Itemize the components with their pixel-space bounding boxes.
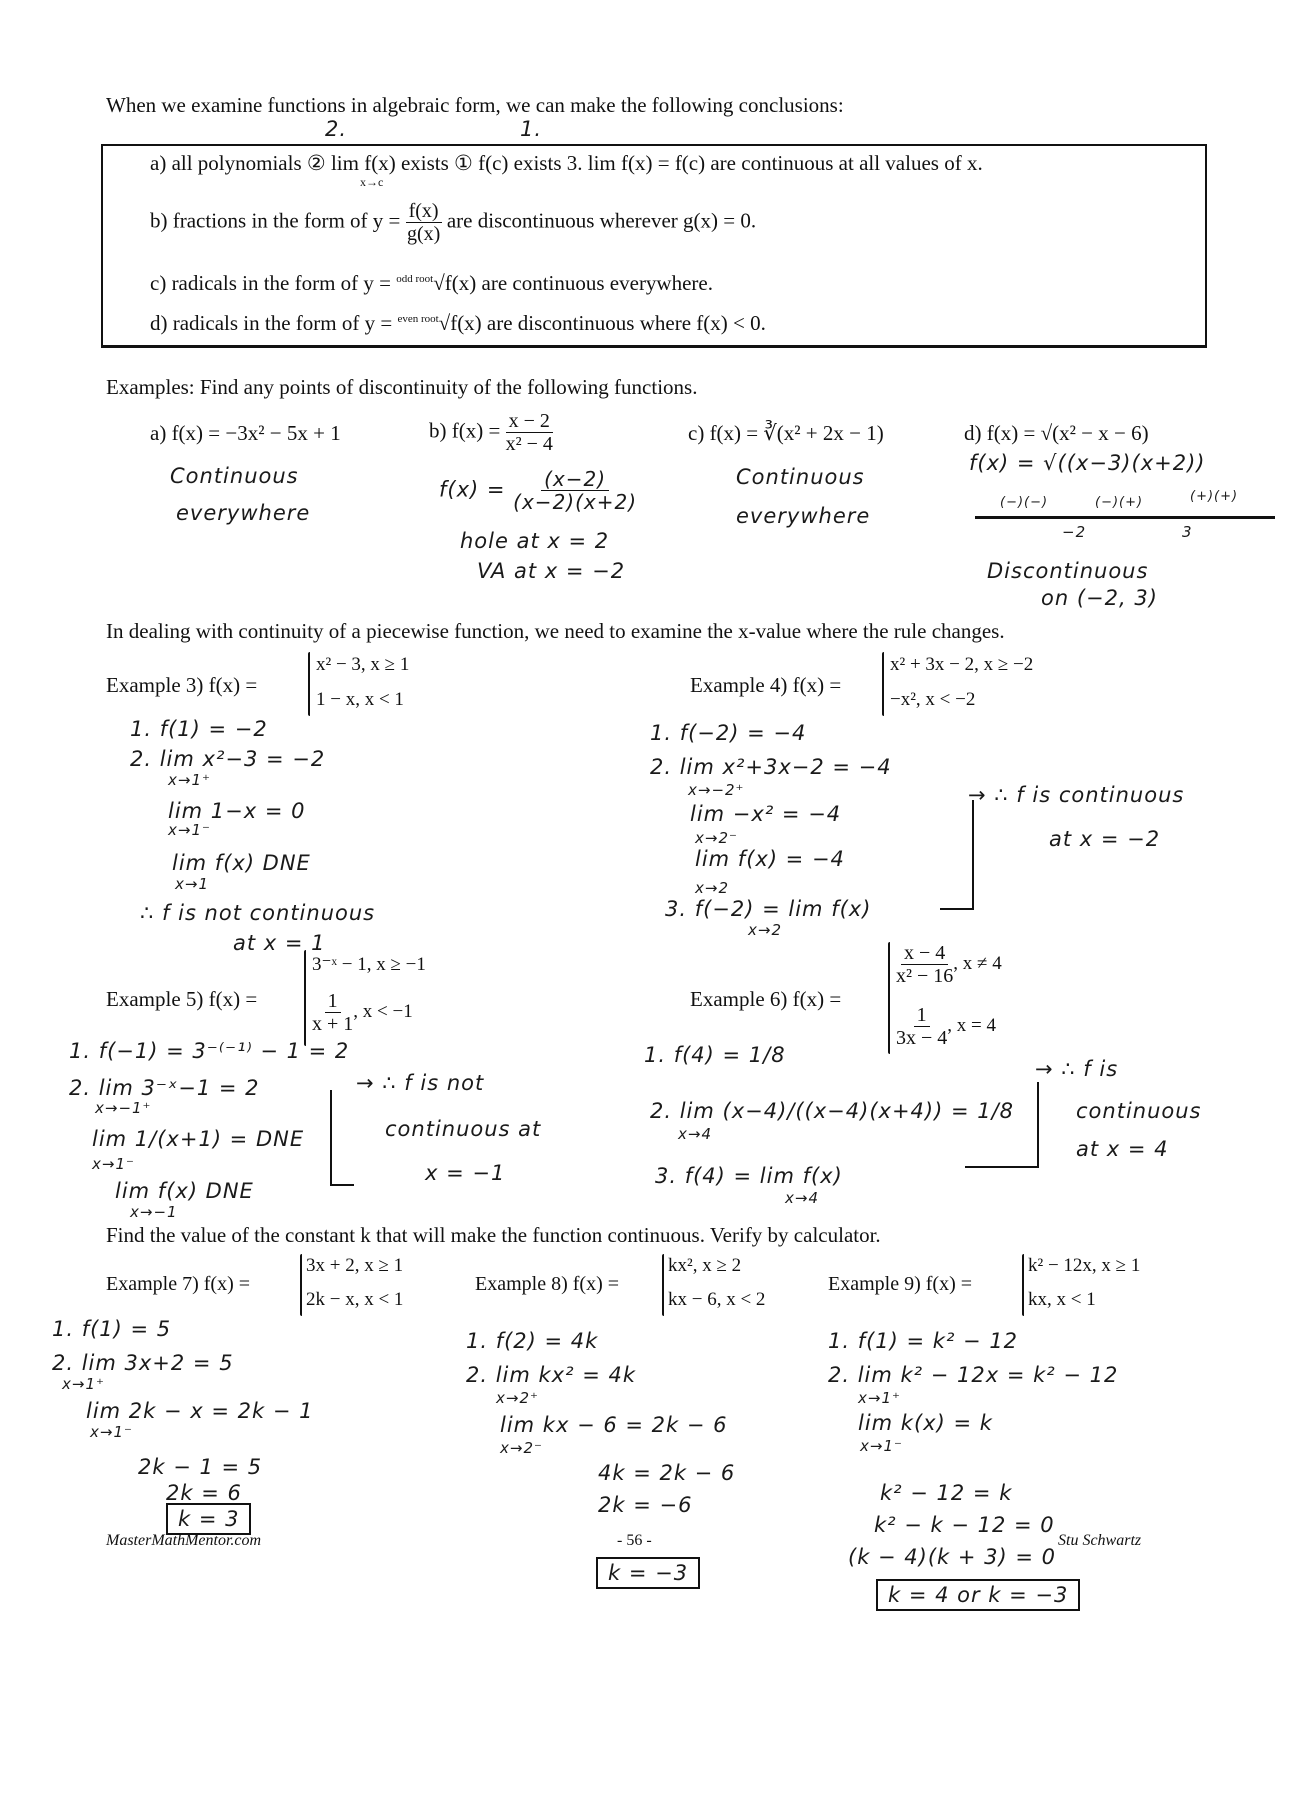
example-9-work-6: k² − 12 = k [880, 1481, 1013, 1505]
example-5-work-3: x→−1⁺ [95, 1099, 152, 1117]
example-5-work-5: x→1⁻ [92, 1155, 135, 1173]
example-4-work-9: x→2 [748, 921, 782, 939]
lhs: f(x) = [439, 477, 506, 502]
example-9-work-4: lim k(x) = k [858, 1411, 993, 1435]
example-3-work-2: 2. lim x²−3 = −2 [130, 747, 326, 771]
example-4-work-8: 3. f(−2) = lim f(x) [665, 897, 872, 921]
example-5-conclusion-1: → ∴ f is not [356, 1071, 485, 1095]
example-5-work-1: 1. f(−1) = 3⁻⁽⁻¹⁾ − 1 = 2 [69, 1039, 350, 1063]
fraction [896, 942, 953, 987]
rule-a-limit-sub: x→c [360, 175, 384, 189]
example-3-label: Example 3) f(x) = [106, 673, 258, 697]
example-5-case-2 [312, 990, 413, 1035]
example-7-case-1: 3x + 2, x ≥ 1 [306, 1255, 404, 1276]
example-d-answer-1: Discontinuous [987, 559, 1149, 583]
example-5-work-2: 2. lim 3⁻ˣ−1 = 2 [69, 1076, 260, 1100]
denominator: x² − 4 [505, 433, 553, 455]
answer-box: k = −3 [596, 1557, 700, 1589]
fraction [513, 468, 637, 513]
numerator: f(x) [406, 200, 442, 223]
example-4-work-2: 2. lim x²+3x−2 = −4 [650, 755, 892, 779]
example-7-work-7: 2k = 6 [166, 1481, 242, 1505]
example-3-conclusion-1: ∴ f is not continuous [140, 901, 376, 925]
fraction [506, 410, 553, 455]
example-4-work-6: lim f(x) = −4 [695, 847, 845, 871]
numerator: 1 [914, 1004, 930, 1027]
example-5-conclusion-3: x = −1 [425, 1161, 506, 1185]
example-9-work-8: (k − 4)(k + 3) = 0 [848, 1545, 1057, 1569]
example-b-va: VA at x = −2 [477, 559, 626, 583]
example-8-work-3: x→2⁺ [496, 1389, 539, 1407]
hand-number-1: 1. [520, 117, 543, 141]
example-6-brace [888, 942, 890, 1054]
numerator: (x−2) [541, 468, 609, 491]
rule-b-pre: b) fractions in the form of y = [150, 208, 401, 233]
example-3-work-7: x→1 [175, 875, 209, 893]
example-7-work-2: 2. lim 3x+2 = 5 [52, 1351, 234, 1375]
fraction [312, 990, 353, 1035]
fraction [896, 1004, 947, 1049]
example-c-answer-1: Continuous [736, 465, 865, 489]
example-c-function: c) f(x) = ∛(x² + 2x − 1) [688, 421, 884, 445]
rule-b [150, 200, 756, 245]
example-6-case-1 [896, 942, 1002, 987]
answer-box: k = 4 or k = −3 [876, 1579, 1080, 1611]
example-5-work-4: lim 1/(x+1) = DNE [92, 1127, 305, 1151]
example-4-brace [882, 652, 884, 716]
example-9-work-2: 2. lim k² − 12x = k² − 12 [828, 1363, 1119, 1387]
numerator: x − 2 [506, 410, 553, 433]
footer-author: Stu Schwartz [1058, 1532, 1142, 1549]
example-8-work-6: 4k = 2k − 6 [598, 1461, 736, 1485]
condition: , x ≠ 4 [953, 952, 1002, 974]
example-3-brace [308, 652, 310, 716]
example-4-label: Example 4) f(x) = [690, 673, 842, 697]
example-8-work-4: lim kx − 6 = 2k − 6 [500, 1413, 728, 1437]
example-3-work-5: x→1⁻ [168, 821, 211, 839]
example-6-work-2: 2. lim (x−4)/((x−4)(x+4)) = 1/8 [650, 1099, 1015, 1123]
example-7-label: Example 7) f(x) = [106, 1273, 251, 1295]
denominator: g(x) [406, 223, 441, 245]
rule-b-fraction [406, 200, 442, 245]
example-8-work-5: x→2⁻ [500, 1439, 543, 1457]
rule-d-pre: d) radicals in the form of y = [150, 311, 393, 335]
rule-d [150, 312, 766, 335]
example-b-function [429, 410, 553, 455]
example-4-work-7: x→2 [695, 879, 729, 897]
example-6-work-3: x→4 [678, 1125, 712, 1143]
example-b-factored [439, 468, 637, 513]
examples-header: Examples: Find any points of discontinuity of the following functions. [106, 375, 698, 399]
example-3-conclusion-2: at x = 1 [233, 931, 326, 955]
piecewise-header: In dealing with continuity of a piecewise function, we need to examine the x-value where the rule changes. [106, 619, 1005, 643]
example-7-work-6: 2k − 1 = 5 [138, 1455, 263, 1479]
rule-a: a) all polynomials ② lim f(x) exists ① f(c) exists 3. lim f(x) = f(c) are continuous at all values of x. [150, 151, 983, 175]
sign-2: (−)(+) [1095, 495, 1144, 510]
example-a-function: a) f(x) = −3x² − 5x + 1 [150, 421, 341, 445]
example-6-label: Example 6) f(x) = [690, 987, 842, 1011]
example-8-work-1: 1. f(2) = 4k [466, 1329, 599, 1353]
example-8-answer [596, 1562, 700, 1585]
example-3-work-4: lim 1−x = 0 [168, 799, 306, 823]
example-3-case-2: 1 − x, x < 1 [316, 689, 404, 710]
example-5-label: Example 5) f(x) = [106, 987, 258, 1011]
intro-text: When we examine functions in algebraic form, we can make the following conclusions: [106, 93, 844, 117]
example-5-case-1: 3⁻ˣ − 1, x ≥ −1 [312, 954, 426, 975]
example-d-answer-2: on (−2, 3) [1041, 586, 1158, 610]
rule-d-root-index: even root [397, 313, 439, 325]
example-6-conclusion-2: continuous [1076, 1099, 1202, 1123]
example-5-conclusion-2: continuous at [385, 1117, 542, 1141]
example-6-work-1: 1. f(4) = 1/8 [644, 1043, 786, 1067]
example-9-work-5: x→1⁻ [860, 1437, 903, 1455]
sign-3: (+)(+) [1190, 489, 1239, 504]
example-9-work-7: k² − k − 12 = 0 [874, 1513, 1055, 1537]
example-7-work-3: x→1⁺ [62, 1375, 105, 1393]
example-8-brace [662, 1254, 664, 1316]
example-6-work-5: x→4 [785, 1189, 819, 1207]
example-8-case-1: kx², x ≥ 2 [668, 1255, 742, 1276]
example-3-work-3: x→1⁺ [168, 771, 211, 789]
tick-label--2: −2 [1062, 523, 1087, 541]
example-6-work-4: 3. f(4) = lim f(x) [655, 1164, 843, 1188]
example-7-answer [166, 1508, 251, 1531]
example-3-work-1: 1. f(1) = −2 [130, 717, 268, 741]
example-6-case-2 [896, 1004, 996, 1049]
example-4-case-1: x² + 3x − 2, x ≥ −2 [890, 654, 1034, 675]
example-9-work-3: x→1⁺ [858, 1389, 901, 1407]
example-4-work-3: x→−2⁺ [688, 781, 745, 799]
constant-header: Find the value of the constant k that will make the function continuous. Verify by calculator. [106, 1223, 881, 1247]
example-9-case-2: kx, x < 1 [1028, 1289, 1096, 1310]
example-5-bracket [330, 1090, 354, 1186]
denominator: (x−2)(x+2) [513, 490, 638, 514]
denominator: 3x − 4 [896, 1027, 948, 1049]
label: b) f(x) = [429, 418, 501, 443]
example-6-bracket [965, 1082, 1039, 1168]
rule-c [150, 272, 713, 295]
example-7-work-5: x→1⁻ [90, 1423, 133, 1441]
example-9-answer [876, 1584, 1080, 1607]
example-c-answer-2: everywhere [736, 504, 871, 528]
example-4-conclusion-1: → ∴ f is continuous [968, 783, 1185, 807]
number-line [975, 516, 1275, 519]
example-6-conclusion-3: at x = 4 [1076, 1137, 1169, 1161]
example-5-work-6: lim f(x) DNE [115, 1179, 254, 1203]
answer-box: k = 3 [166, 1503, 251, 1535]
example-7-work-1: 1. f(1) = 5 [52, 1317, 172, 1341]
example-9-work-1: 1. f(1) = k² − 12 [828, 1329, 1019, 1353]
example-a-answer-1: Continuous [170, 464, 299, 488]
example-7-work-4: lim 2k − x = 2k − 1 [86, 1399, 314, 1423]
example-3-case-1: x² − 3, x ≥ 1 [316, 654, 410, 675]
example-7-brace [300, 1254, 302, 1316]
example-5-brace [304, 950, 306, 1046]
numerator: x − 4 [901, 942, 948, 965]
example-9-brace [1022, 1254, 1024, 1316]
example-3-work-6: lim f(x) DNE [172, 851, 311, 875]
example-5-work-7: x→−1 [130, 1203, 178, 1221]
example-b-hole: hole at x = 2 [460, 529, 610, 553]
example-8-case-2: kx − 6, x < 2 [668, 1289, 766, 1310]
example-4-conclusion-2: at x = −2 [1049, 827, 1161, 851]
hand-number-2: 2. [325, 117, 348, 141]
example-d-function: d) f(x) = √(x² − x − 6) [964, 421, 1149, 445]
denominator: x² − 16 [896, 965, 954, 987]
example-4-work-5: x→2⁻ [695, 829, 738, 847]
example-9-case-1: k² − 12x, x ≥ 1 [1028, 1255, 1141, 1276]
rule-c-root-index: odd root [396, 273, 434, 285]
example-9-label: Example 9) f(x) = [828, 1273, 973, 1295]
footer-site: MasterMathMentor.com [106, 1532, 262, 1549]
example-8-label: Example 8) f(x) = [475, 1273, 620, 1295]
condition: , x = 4 [947, 1014, 996, 1036]
rule-d-post: √f(x) are discontinuous where f(x) < 0. [438, 311, 766, 335]
rule-c-post: √f(x) are continuous everywhere. [433, 271, 713, 295]
example-4-work-4: lim −x² = −4 [690, 802, 842, 826]
rule-c-pre: c) radicals in the form of y = [150, 271, 392, 295]
example-8-work-2: 2. lim kx² = 4k [466, 1363, 636, 1387]
example-8-work-7: 2k = −6 [598, 1493, 693, 1517]
example-d-factored: f(x) = √((x−3)(x+2)) [969, 451, 1206, 475]
example-a-answer-2: everywhere [176, 501, 311, 525]
example-7-case-2: 2k − x, x < 1 [306, 1289, 404, 1310]
denominator: x + 1 [312, 1013, 354, 1035]
condition: , x < −1 [353, 1000, 413, 1022]
example-4-bracket [940, 800, 974, 910]
numerator: 1 [325, 990, 341, 1013]
page-number: - 56 - [617, 1532, 652, 1549]
example-4-case-2: −x², x < −2 [890, 689, 976, 710]
example-6-conclusion-1: → ∴ f is [1035, 1057, 1119, 1081]
tick-label-3: 3 [1182, 523, 1193, 541]
sign-1: (−)(−) [1000, 495, 1049, 510]
example-4-work-1: 1. f(−2) = −4 [650, 721, 807, 745]
rule-b-post: are discontinuous wherever g(x) = 0. [446, 208, 757, 233]
